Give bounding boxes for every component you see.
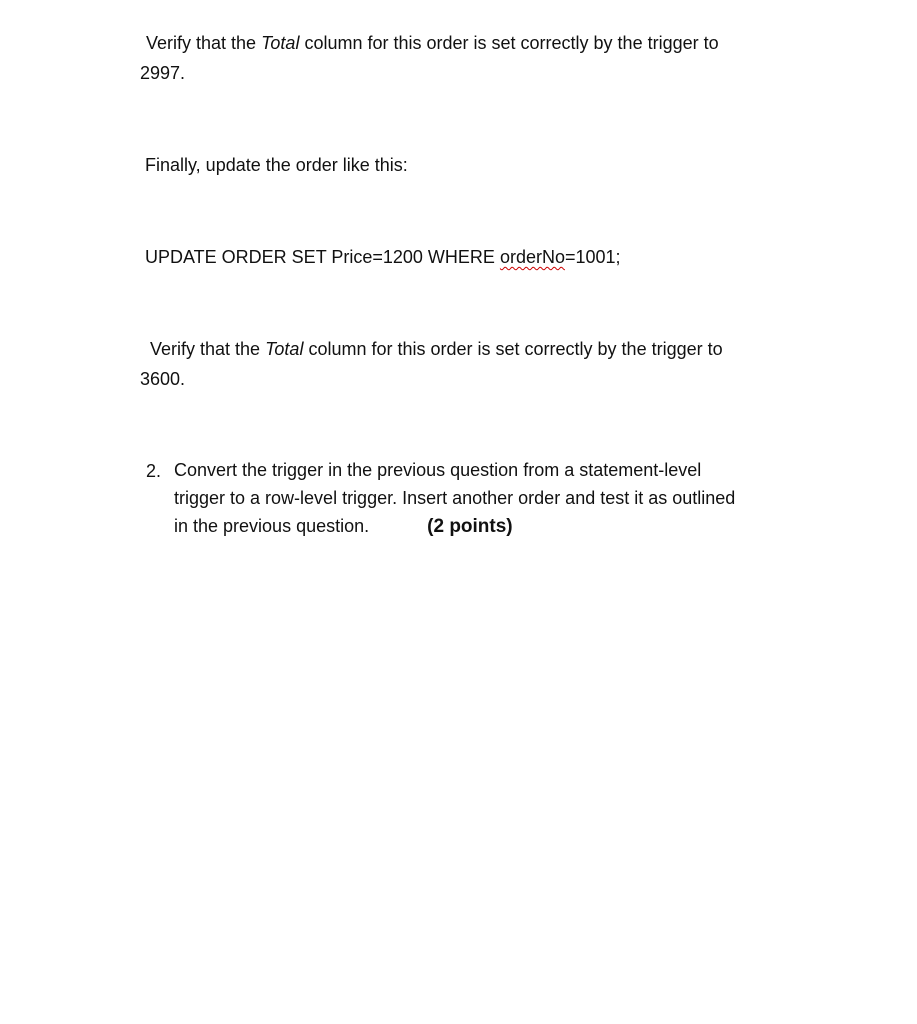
question-line-3-text: in the previous question. [174, 516, 370, 536]
question-body [174, 456, 846, 541]
verify-text-suffix: column for this order is set correctly by the trigger to [303, 339, 723, 359]
verify-line-1 [140, 28, 830, 58]
total-emphasis: Total [265, 339, 304, 359]
verify-text-prefix: Verify that the [146, 33, 262, 53]
expected-total-value: 2997. [140, 63, 186, 83]
question-number: 2. [146, 461, 162, 481]
sql-prefix: UPDATE ORDER SET Price=1200 WHERE [145, 247, 500, 267]
total-emphasis: Total [261, 33, 300, 53]
spellcheck-flagged-word: orderNo [499, 247, 565, 267]
question-line-1: Convert the trigger in the previous question from a statement-level [174, 460, 702, 480]
sql-update-statement [140, 242, 835, 272]
question-line-2: trigger to a row-level trigger. Insert another order and test it as outlined [174, 488, 736, 508]
verify-text-prefix: Verify that the [150, 339, 266, 359]
verify-total-paragraph-2 [140, 334, 830, 394]
question-line-3 [174, 512, 846, 541]
verify-text-suffix: column for this order is set correctly by the trigger to [299, 33, 719, 53]
expected-total-value: 3600. [140, 369, 186, 389]
question-2 [146, 456, 846, 541]
sql-suffix: =1001; [564, 247, 621, 267]
verify-line-2 [140, 334, 830, 364]
update-instruction: Finally, update the order like this: [145, 155, 408, 175]
verify-total-paragraph-1 [140, 28, 830, 88]
points-label: (2 points) [427, 516, 513, 537]
